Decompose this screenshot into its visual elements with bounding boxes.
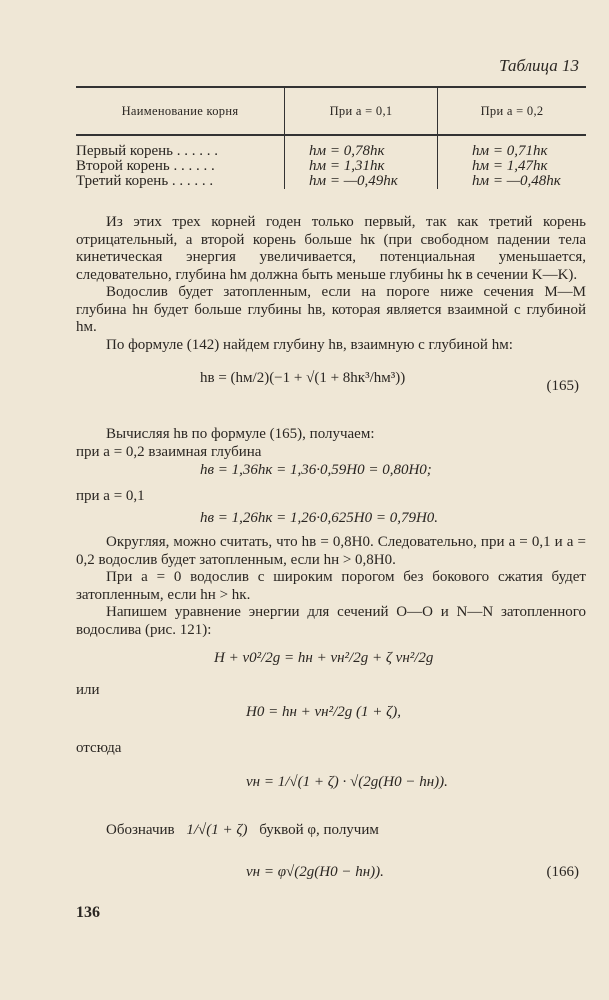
paragraph: По формуле (142) найдем глубину hв, взаимную с глубиной hм: [106,336,513,353]
body-text-block-2 [76,426,586,461]
root-value: hм = —0,48hк [438,174,587,189]
col-header-name: Наименование корня [76,87,285,135]
phi-definition-tail: буквой φ, получим [259,822,379,838]
formula-166: vн = φ√(2g(H0 − hн)). [246,864,384,880]
paragraph: отсюда [76,740,122,756]
root-name: Второй корень . . . . . . [76,158,215,174]
col-header-a01: При a = 0,1 [285,87,438,135]
formula-a02: hв = 1,36hк = 1,36·0,59H0 = 0,80H0; [200,462,432,478]
body-text-block-4 [76,534,586,639]
col-header-a02: При a = 0,2 [438,87,587,135]
page-number: 136 [76,904,100,921]
body-text-block-5 [76,682,586,700]
root-value: hм = 0,78hк [285,135,438,159]
table-row [76,159,586,174]
root-value: hм = 0,71hк [438,135,587,159]
body-text-block-3 [76,488,586,506]
root-value: hм = —0,49hк [285,174,438,189]
paragraph: При a = 0 водослив с широким порогом без бокового сжатия будет затопленным, если hн > hк. [76,569,586,603]
equation-number: (166) [546,864,579,880]
paragraph: при a = 0,2 взаимная глубина [76,443,262,460]
root-value: hм = 1,31hк [285,159,438,174]
paragraph: Вычисляя hв по формуле (165), получаем: [106,426,375,442]
phi-definition-label: Обозначив [106,822,175,838]
root-name: Первый корень . . . . . . [76,143,218,159]
formula-a01: hв = 1,26hк = 1,26·0,625H0 = 0,79H0. [200,510,439,526]
table-caption: Таблица 13 [499,56,579,75]
paragraph: Напишем уравнение энергии для сечений O—O и N—N затопленного водослива (рис. 121): [76,604,586,638]
formula-phi: 1/√(1 + ζ) [186,822,248,838]
paragraph: Из этих трех корней годен только первый, так как третий корень отрицательный, а второй корень больше hк (при свободном падении тела кинетическая энергия увеличивается, потенциальная уменьшается, следовательно, глубина hм должна быть меньше глубины hк в сечении K—K). [76,214,586,283]
root-value: hм = 1,47hк [438,159,587,174]
roots-table [76,86,586,189]
formula-vn: vн = 1/√(1 + ζ) · √(2g(H0 − hн)). [246,774,448,790]
paragraph: Округляя, можно считать, что hв = 0,8H0. Следовательно, при a = 0,1 и a = 0,2 водослив будет затопленным, если hн > 0,8H0. [76,534,586,568]
paragraph: Водослив будет затопленным, если на пороге ниже сечения M—M глубина hн будет больше глубины hв, которая является взаимной с глубиной hм. [76,284,586,335]
formula-energy: H + v0²/2g = hн + vн²/2g + ζ vн²/2g [214,650,434,666]
table-row [76,174,586,189]
paragraph: при a = 0,1 [76,488,145,504]
formula-H0: H0 = hн + vн²/2g (1 + ζ), [246,704,401,720]
body-text-block-1 [76,214,586,354]
table-row [76,135,586,159]
body-text-block-6 [76,740,586,758]
equation-number: (165) [546,378,579,394]
root-name: Третий корень . . . . . . [76,173,214,189]
formula-165: hв = (hм/2)(−1 + √(1 + 8hк³/hм³)) [200,370,406,386]
paragraph: или [76,682,100,698]
phi-definition-line [106,822,379,839]
